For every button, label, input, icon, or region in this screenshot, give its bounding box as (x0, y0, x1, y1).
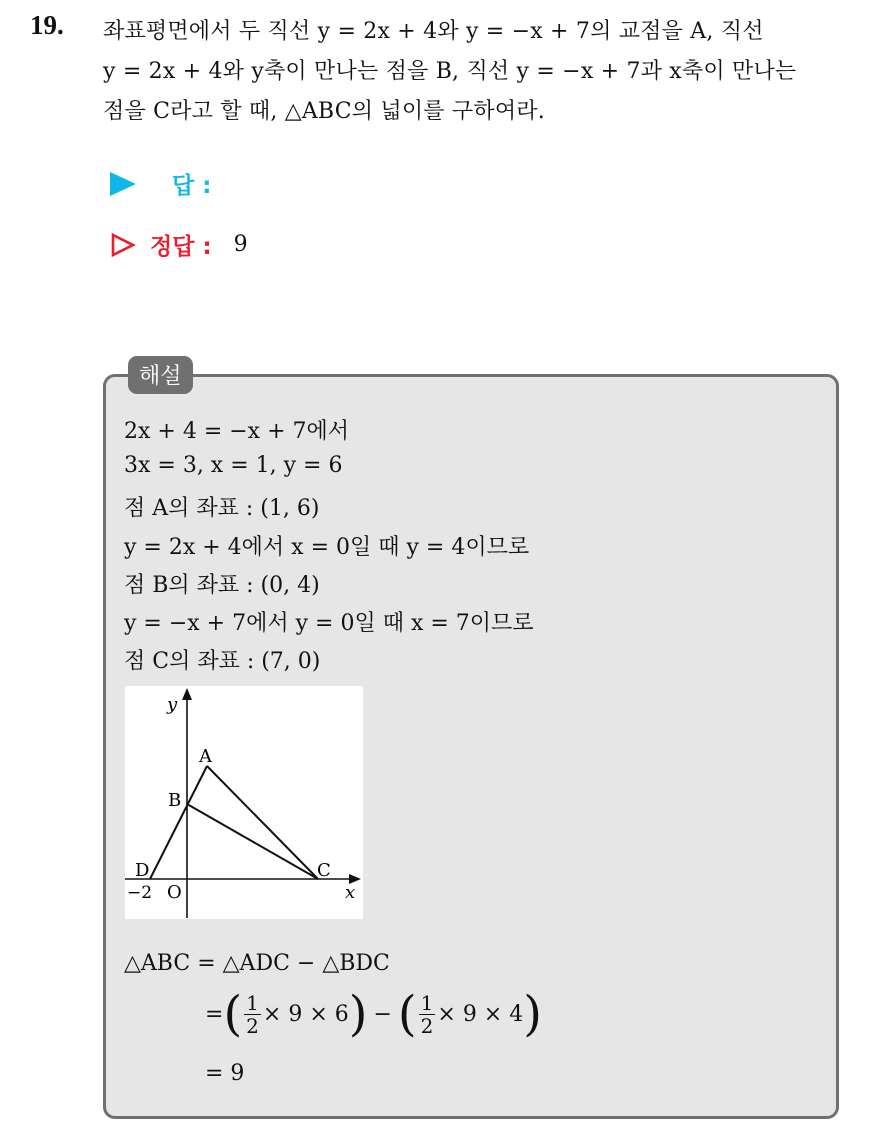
play-triangle-icon (110, 172, 136, 196)
question-text-line-2: y = 2x + 4와 y축이 만나는 점을 B, 직선 y = −x + 7과 x축이 만나는 (103, 59, 797, 84)
point-b-label: B (168, 790, 182, 811)
answer-label: 답 : (172, 173, 212, 199)
line-da (150, 766, 207, 879)
y-axis-label: y (167, 694, 178, 715)
solution-line-1: 2x + 4 = −x + 7에서 (124, 419, 350, 444)
term-1: × 9 × 6 (262, 1001, 349, 1027)
question-number: 19. (30, 10, 64, 40)
fraction-denominator-1: 2 (246, 1013, 259, 1038)
origin-label: O (167, 882, 182, 903)
fraction-numerator-2: 1 (420, 990, 434, 1015)
correct-answer-value: 9 (233, 232, 248, 257)
answer-row (110, 167, 211, 200)
solution-line-3: 점 A의 좌표 : (1, 6) (124, 496, 320, 521)
left-paren-2: ( (397, 986, 417, 1042)
right-paren-2: ) (523, 986, 542, 1042)
solution-tag: 해설 (128, 356, 193, 394)
fraction-denominator-2: 2 (420, 1013, 434, 1038)
area-equation: △ABC = △ADC − △BDC (124, 951, 390, 976)
triangle-graph (125, 686, 363, 919)
y-axis-arrow (182, 688, 192, 700)
fraction-numerator-1: 1 (246, 990, 259, 1015)
fraction-half-2 (419, 992, 436, 1037)
solution-line-5: 점 B의 좌표 : (0, 4) (124, 573, 320, 598)
minus-sign: − (373, 1001, 392, 1027)
question-text-line-1: 좌표평면에서 두 직선 y = 2x + 4와 y = −x + 7의 교점을 A, 직선 (103, 19, 764, 44)
solution-line-7: 점 C의 좌표 : (7, 0) (124, 649, 321, 674)
solution-line-6: y = −x + 7에서 y = 0일 때 x = 7이므로 (124, 611, 534, 636)
fraction-half-1 (244, 992, 261, 1037)
right-paren-1: ) (348, 986, 368, 1042)
solution-line-2: 3x = 3, x = 1, y = 6 (124, 453, 343, 478)
x-axis-label: x (345, 882, 356, 903)
triangle-graph-svg (125, 686, 363, 919)
point-c-label: C (317, 860, 331, 881)
line-bc (187, 804, 318, 879)
outline-triangle-icon (110, 232, 136, 258)
tick-neg2-label: −2 (127, 883, 153, 903)
point-a-label: A (199, 746, 212, 767)
solution-line-4: y = 2x + 4에서 x = 0일 때 y = 4이므로 (124, 535, 530, 560)
correct-answer-label: 정답 : (150, 234, 212, 260)
area-equation-step-3: = 9 (205, 1061, 245, 1086)
question-text-line-3: 점을 C라고 할 때, △ABC의 넓이를 구하여라. (103, 99, 545, 124)
correct-answer-row (110, 228, 248, 261)
term-2: × 9 × 4 (437, 1001, 524, 1027)
left-paren-1: ( (223, 986, 243, 1042)
area-equation-step-2 (205, 986, 542, 1042)
line-ac (207, 766, 318, 879)
point-d-label: D (135, 860, 150, 881)
equals-sign: = (205, 1001, 224, 1027)
